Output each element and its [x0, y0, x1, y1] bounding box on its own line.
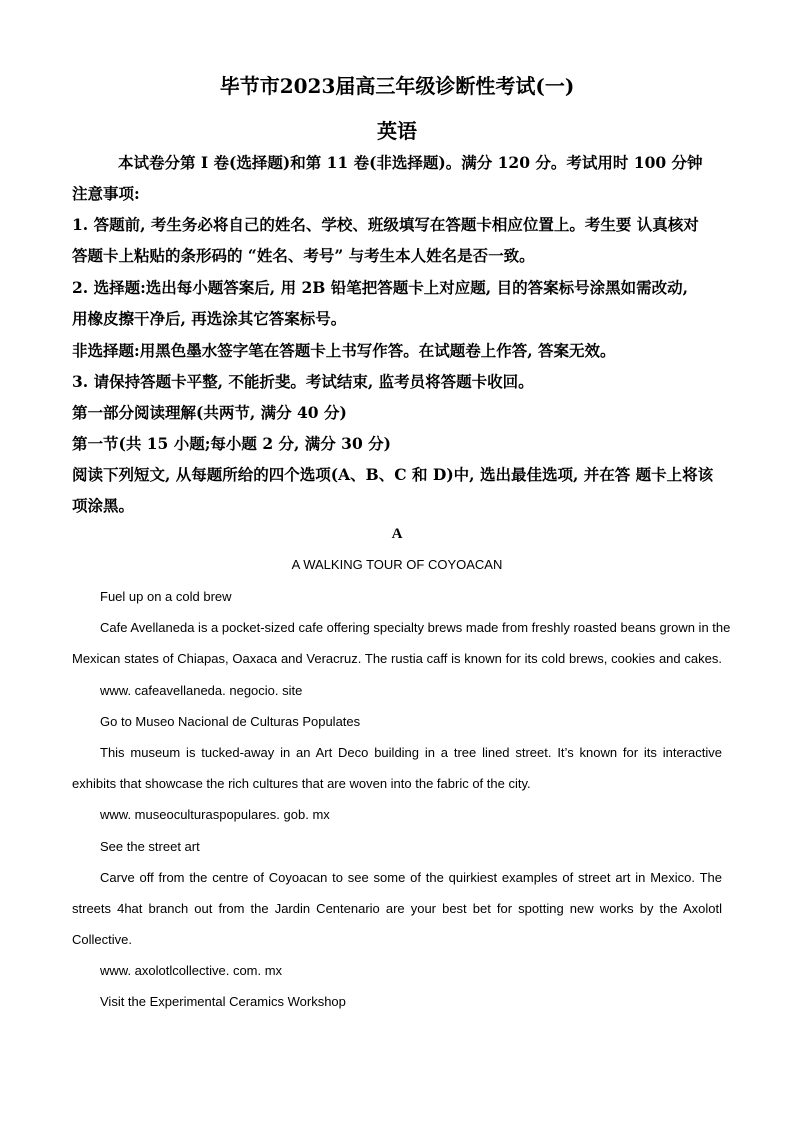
exam-title: 毕节市2023届高三年级诊断性考试(一) — [219, 74, 575, 98]
item-url: www. axolotlcollective. com. mx — [100, 963, 283, 978]
instructions-heading: 注意事项: — [72, 184, 140, 203]
subject-title: 英语 — [377, 119, 417, 143]
instruction-1-line-2: 答题卡上粘贴的条形码的 “姓名、考号” 与考生本人姓名是否一致。 — [72, 246, 535, 265]
item-heading: Visit the Experimental Ceramics Workshop — [100, 994, 346, 1009]
item-body-line: Mexican states of Chiapas, Oaxaca and Veracruz. The rustia caff is known for its cold brews, cookies and cakes. — [72, 651, 722, 666]
item-body-line: streets 4hat branch out from the Jardin Centenario are your best bet for spotting new works by the Axolotl — [72, 901, 722, 916]
directions-line-2: 项涂黑。 — [72, 496, 135, 515]
passage-label: A — [391, 526, 403, 542]
instruction-1-line-1: 1. 答题前, 考生务必将自己的姓名、学校、班级填写在答题卡相应位置上。考生要 认真核对 — [72, 215, 699, 234]
item-heading: Go to Museo Nacional de Culturas Populates — [100, 714, 361, 729]
item-body-line: Carve off from the centre of Coyoacan to see some of the quirkiest examples of street art in Mexico. The — [100, 870, 722, 885]
item-body-line: Cafe Avellaneda is a pocket-sized cafe offering specialty brews made from freshly roasted beans grown in the — [100, 620, 731, 635]
item-url: www. cafeavellaneda. negocio. site — [100, 683, 303, 698]
item-body-line: This museum is tucked-away in an Art Deco building in a tree lined street. It’s known for its interactive — [100, 745, 722, 760]
exam-intro: 本试卷分第 I 卷(选择题)和第 11 卷(非选择题)。满分 120 分。考试用时 100 分钟 — [118, 153, 703, 172]
section1-heading: 第一节(共 15 小题;每小题 2 分, 满分 30 分) — [72, 434, 391, 453]
item-body-line: exhibits that showcase the rich cultures that are woven into the fabric of the city. — [72, 776, 531, 791]
passage-title: A WALKING TOUR OF COYOACAN — [291, 557, 503, 572]
item-url: www. museoculturaspopulares. gob. mx — [100, 807, 330, 822]
instruction-2-line-3: 非选择题:用黑色墨水签字笔在答题卡上书写作答。在试题卷上作答, 答案无效。 — [72, 341, 616, 360]
item-heading: Fuel up on a cold brew — [100, 589, 232, 604]
instruction-2-line-2: 用橡皮擦干净后, 再选涂其它答案标号。 — [72, 309, 347, 328]
item-body-line: Collective. — [72, 932, 132, 947]
directions-line-1: 阅读下列短文, 从每题所给的四个选项(A、B、C 和 D)中, 选出最佳选项, 并在答 题卡上将该 — [72, 465, 714, 484]
instruction-3: 3. 请保持答题卡平整, 不能折斐。考试结束, 监考员将答题卡收回。 — [72, 372, 534, 391]
instruction-2-line-1: 2. 选择题:选出每小题答案后, 用 2B 铅笔把答题卡上对应题, 目的答案标号涂黑如需改动, — [72, 278, 688, 297]
item-heading: See the street art — [100, 839, 200, 854]
part1-heading: 第一部分阅读理解(共两节, 满分 40 分) — [72, 403, 347, 422]
